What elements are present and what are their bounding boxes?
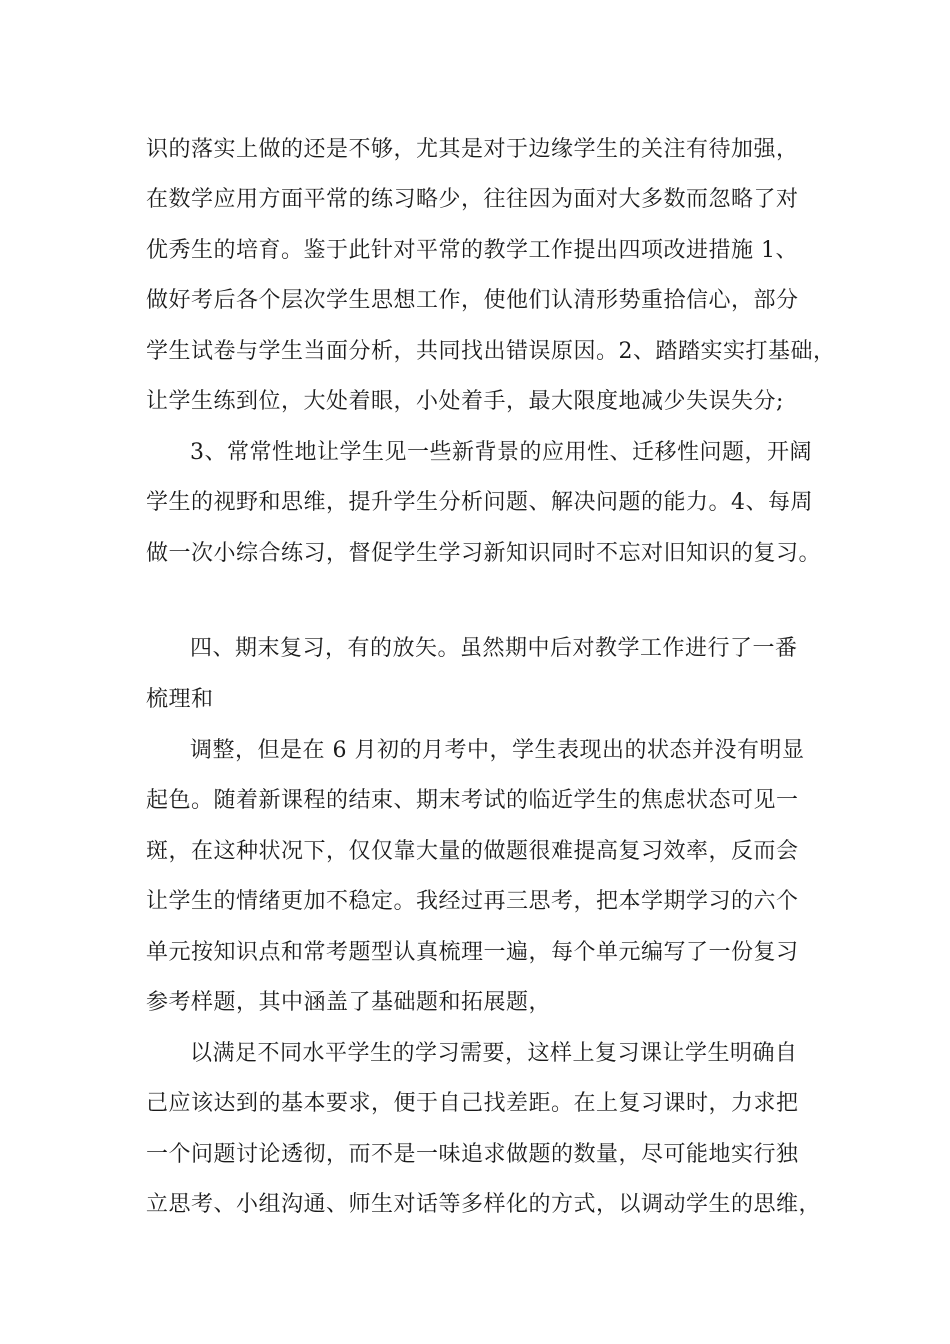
text-line: 让学生的情绪更加不稳定。我经过再三思考，把本学期学习的六个 [146,889,799,914]
text-line: 做一次小综合练习，督促学生学习新知识同时不忘对旧知识的复习。 [146,541,822,566]
text-line: 以满足不同水平学生的学习需要，这样上复习课让学生明确自 [190,1041,798,1066]
text-line: 3、常常性地让学生见一些新背景的应用性、迁移性问题，开阔 [190,440,812,465]
text-line: 让学生练到位，大处着眼，小处着手，最大限度地减少失误失分; [146,389,784,414]
text-line: 做好考后各个层次学生思想工作，使他们认清形势重拾信心，部分 [146,288,799,313]
text-line: 调整，但是在 6 月初的月考中，学生表现出的状态并没有明显 [190,738,805,763]
text-line: 参考样题，其中涵盖了基础题和拓展题， [146,990,552,1015]
text-line: 斑，在这种状况下，仅仅靠大量的做题很难提高复习效率，反而会 [146,839,799,864]
text-line: 立思考、小组沟通、师生对话等多样化的方式，以调动学生的思维， [146,1192,822,1217]
text-line: 单元按知识点和常考题型认真梳理一遍，每个单元编写了一份复习 [146,940,799,965]
text-line: 在数学应用方面平常的练习略少，往往因为面对大多数而忽略了对 [146,187,799,212]
text-line: 识的落实上做的还是不够，尤其是对于边缘学生的关注有待加强， [146,137,799,162]
text-line: 起色。随着新课程的结束、期末考试的临近学生的焦虑状态可见一 [146,788,799,813]
text-line: 一个问题讨论透彻，而不是一味追求做题的数量，尽可能地实行独 [146,1142,799,1167]
text-line: 梳理和 [146,687,214,712]
section-heading-line: 四、期末复习，有的放矢。虽然期中后对教学工作进行了一番 [190,636,798,661]
text-line: 学生试卷与学生当面分析，共同找出错误原因。2、踏踏实实打基础， [146,339,836,364]
text-line: 己应该达到的基本要求，便于自己找差距。在上复习课时，力求把 [146,1091,799,1116]
text-line: 优秀生的培育。鉴于此针对平常的教学工作提出四项改进措施 1、 [146,238,798,263]
text-line: 学生的视野和思维，提升学生分析问题、解决问题的能力。4、每周 [146,490,813,515]
